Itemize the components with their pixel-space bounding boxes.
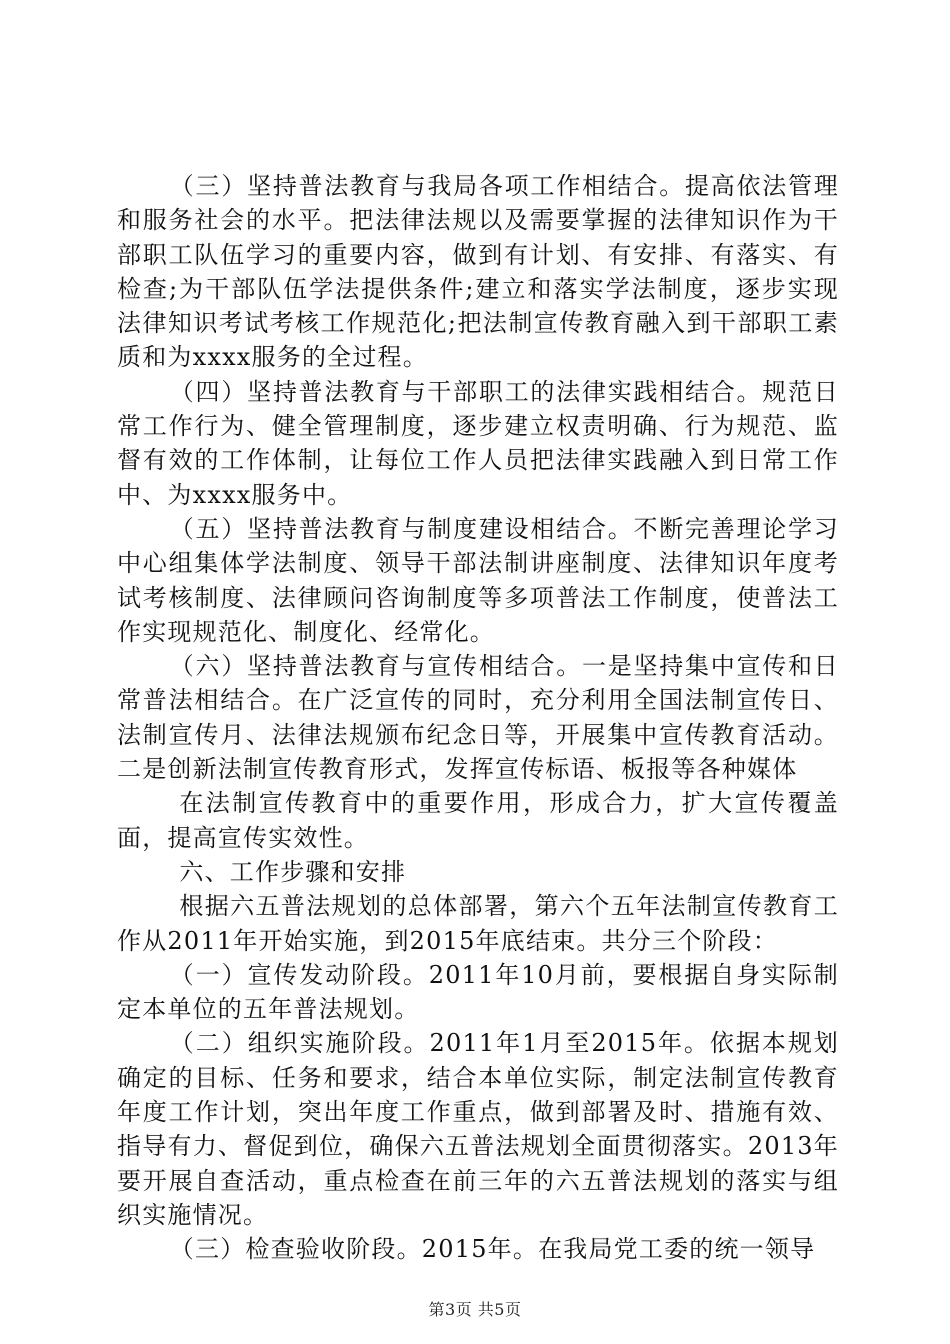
paragraph-section-4: （四）坚持普法教育与干部职工的法律实践相结合。规范日常工作行为、健全管理制度，逐步建立权责明确、行为规范、监督有效的工作体制，让每位工作人员把法律实践融入到日常工作中、为xxxx服务中。 [117, 377, 839, 509]
paragraph-stage-3: （三）检查验收阶段。2015年。在我局党工委的统一领导 [169, 1235, 816, 1264]
document-body [117, 169, 839, 1267]
section-heading-work-steps: 六、工作步骤和安排 [179, 857, 407, 886]
paragraph-section-5: （五）坚持普法教育与制度建设相结合。不断完善理论学习中心组集体学法制度、领导干部法制讲座制度、法律知识年度考试考核制度、法律顾问咨询制度等多项普法工作制度，使普法工作实现规范化、制度化、经常化。 [117, 514, 839, 646]
paragraph-stage-1: （一）宣传发动阶段。2011年10月前，要根据自身实际制定本单位的五年普法规划。 [117, 960, 839, 1024]
paragraph-section-3: （三）坚持普法教育与我局各项工作相结合。提高依法管理和服务社会的水平。把法律法规以及需要掌握的法律知识作为干部职工队伍学习的重要内容，做到有计划、有安排、有落实、有检查;为干部队伍学法提供条件;建立和落实学法制度，逐步实现法律知识考试考核工作规范化;把法制宣传教育融入到干部职工素质和为xxxx服务的全过程。 [117, 172, 839, 372]
paragraph-section-6: （六）坚持普法教育与宣传相结合。一是坚持集中宣传和日常普法相结合。在广泛宣传的同时，充分利用全国法制宣传日、法制宣传月、法律法规颁布纪念日等，开展集中宣传教育活动。二是创新法制宣传教育形式，发挥宣传标语、板报等各种媒体 [117, 652, 839, 784]
page-number-footer: 第3页 共5页 [428, 1300, 522, 1319]
paragraph-stage-2: （二）组织实施阶段。2011年1月至2015年。依据本规划确定的目标、任务和要求，结合本单位实际，制定法制宣传教育年度工作计划，突出年度工作重点，做到部署及时、措施有效、指导有力、督促到位，确保六五普法规划全面贯彻落实。2013年要开展自查活动，重点检查在前三年的六五普法规划的落实与组织实施情况。 [117, 1029, 839, 1229]
paragraph-overview: 根据六五普法规划的总体部署，第六个五年法制宣传教育工作从2011年开始实施，到2015年底结束。共分三个阶段： [117, 892, 839, 955]
paragraph-continued: 在法制宣传教育中的重要作用，形成合力，扩大宣传覆盖面，提高宣传实效性。 [117, 789, 839, 852]
